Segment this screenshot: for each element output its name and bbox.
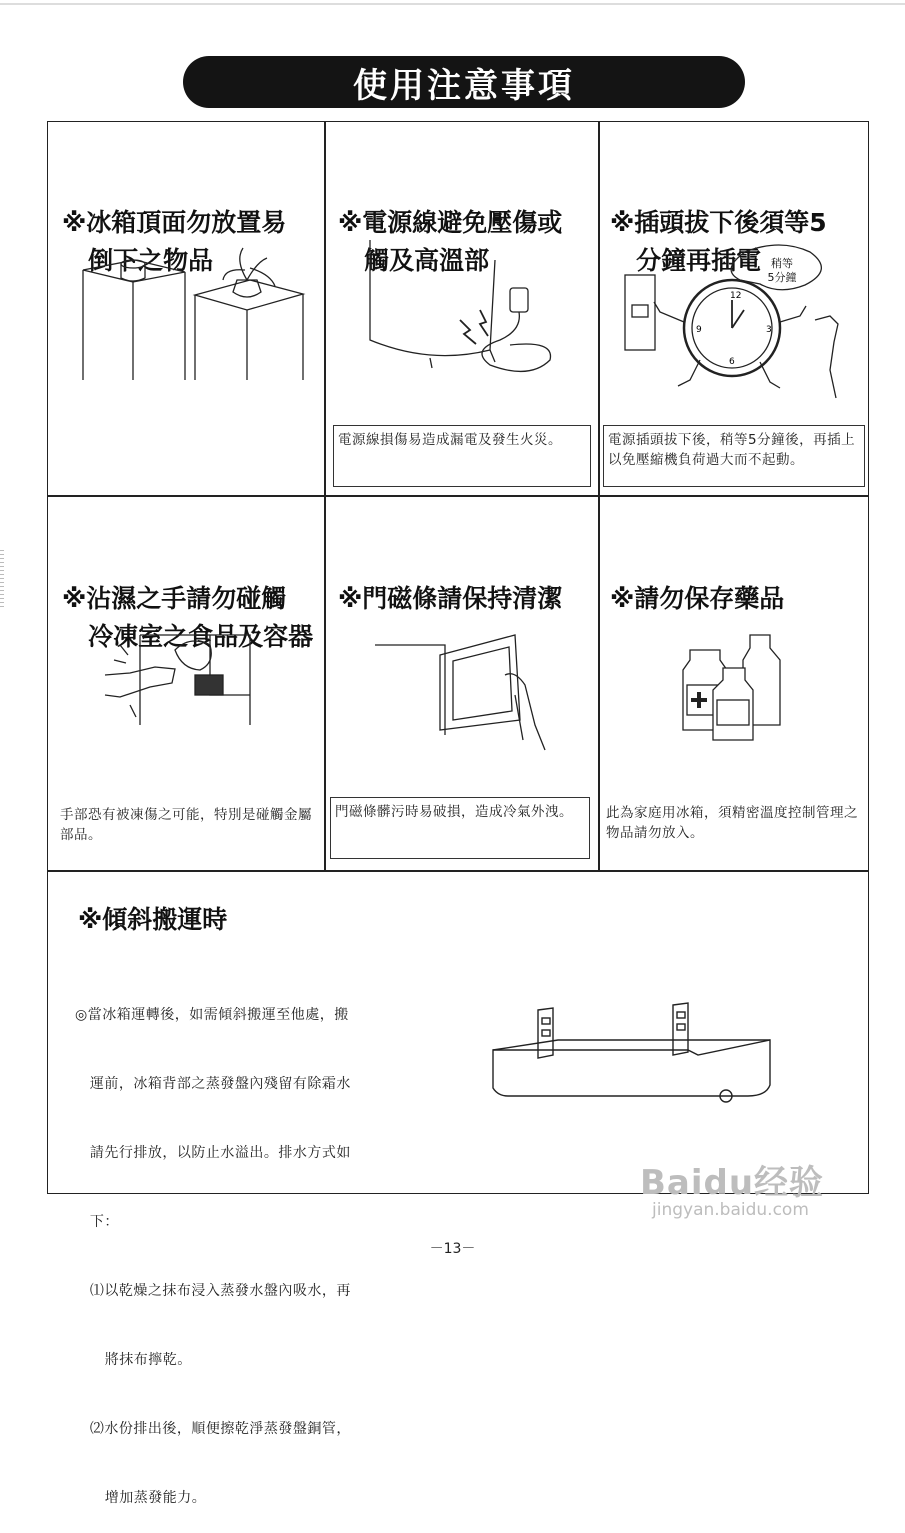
cell-4-desc: 手部恐有被凍傷之可能，特別是碰觸金屬部品。 [60, 807, 312, 843]
clock-plug-illustration [620, 240, 860, 400]
clock-number-12: 12 [730, 291, 742, 301]
cell-5-title: ※門磁條請保持清潔 [338, 584, 563, 613]
col-divider-2 [598, 121, 600, 870]
watermark-brand: Baidu经验 [640, 1163, 825, 1203]
cell-3-desc: 電源插頭拔下後，稍等5分鐘後，再插上以免壓縮機負荷過大而不起動。 [608, 432, 856, 468]
watermark-url: jingyan.baidu.com [652, 1200, 809, 1220]
fridge-top-illustration [75, 240, 310, 380]
cell-6-desc: 此為家庭用冰箱，須精密溫度控制管理之物品請勿放入。 [606, 805, 858, 841]
row-divider-2 [47, 870, 869, 872]
cell-1-title: ※冰箱頂面勿放置易 倒下之物品 [62, 208, 287, 275]
scan-marks [0, 550, 4, 610]
title-banner [183, 56, 745, 108]
door-gasket-illustration [375, 625, 555, 755]
power-cord-illustration [360, 240, 560, 380]
row-divider-1 [47, 495, 869, 497]
col-divider-1 [324, 121, 326, 870]
cell-2-desc: 電源線損傷易造成漏電及發生火災。 [338, 432, 562, 448]
cell-2-title: ※電源線避免壓傷或 觸及高溫部 [338, 208, 563, 275]
cell-4-title: ※沾濕之手請勿碰觸 冷凍室之食品及容器 [62, 584, 314, 651]
top-edge-line [0, 3, 905, 5]
page-number: －13－ [429, 1241, 476, 1257]
page-title: 使用注意事項 [353, 65, 575, 106]
cell-5-desc: 門磁條髒污時易破損，造成冷氣外洩。 [335, 804, 573, 820]
wet-hand-illustration [100, 625, 270, 735]
clock-number-3: 3 [766, 325, 772, 335]
cell-6-title: ※請勿保存藥品 [610, 584, 785, 613]
tilt-section-text: ◎當冰箱運轉後，如需傾斜搬運至他處，搬 運前，冰箱背部之蒸發盤內殘留有除霜水 請先行排放，以防止水溢出。排水方式如 下： ⑴以乾燥之抹布浸入蒸發水盤內吸水，再 將抹布擰乾。 ⑵水份排出後，順便擦乾淨蒸發盤銅管， 增加蒸發能力。 [75, 1007, 351, 1506]
clock-number-9: 9 [696, 325, 702, 335]
evaporation-tray-illustration [488, 1000, 778, 1115]
clock-number-6: 6 [729, 357, 735, 367]
speech-bubble-text: 稍等 5分鐘 [767, 257, 797, 284]
cell-3-title: ※插頭拔下後須等5 分鐘再插電 [610, 208, 827, 275]
medicine-bottles-illustration [675, 630, 795, 745]
watermark [640, 1155, 824, 1220]
tilt-section-title: ※傾斜搬運時 [78, 905, 228, 934]
